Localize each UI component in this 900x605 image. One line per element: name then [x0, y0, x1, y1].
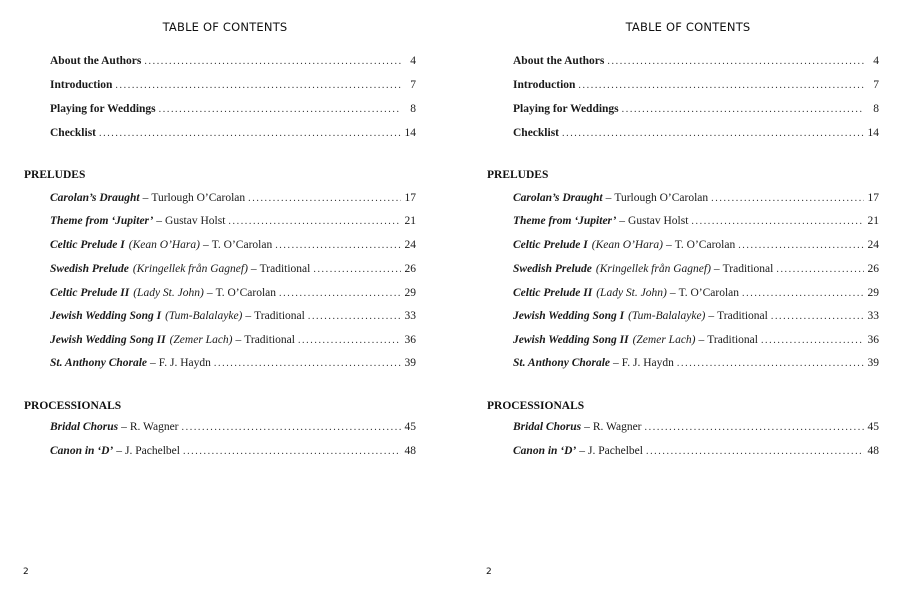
right-page [463, 0, 900, 605]
dot-leader [771, 310, 864, 324]
dot-leader [228, 215, 401, 229]
entry-subtitle: (Kean O’Hara) [591, 239, 663, 251]
toc-entry[interactable] [50, 286, 416, 301]
dot-leader [742, 287, 864, 301]
page-number: 24 [867, 239, 879, 251]
entry-title: Checklist [513, 127, 559, 139]
page-number: 29 [404, 287, 416, 299]
entry-subtitle: (Tum-Balalayke) [165, 310, 243, 322]
page-number: 7 [873, 79, 879, 91]
section-heading-preludes: PRELUDES [487, 169, 549, 181]
page-number: 17 [404, 192, 416, 204]
dot-leader [711, 192, 864, 206]
entry-title: Jewish Wedding Song II [50, 334, 166, 346]
dash: – [613, 357, 619, 369]
toc-entry[interactable] [50, 333, 416, 348]
entry-title: Jewish Wedding Song II [513, 334, 629, 346]
entry-composer: Traditional [707, 334, 758, 346]
dot-leader [645, 421, 864, 435]
dot-leader [275, 239, 401, 253]
toc-entry[interactable] [50, 191, 416, 206]
dash: – [584, 421, 590, 433]
entry-title: Jewish Wedding Song I [513, 310, 625, 322]
entry-title: Jewish Wedding Song I [50, 310, 162, 322]
page-number: 33 [867, 310, 879, 322]
page-number: 48 [867, 445, 879, 457]
toc-entry[interactable] [50, 238, 416, 253]
dot-leader [776, 263, 864, 277]
toc-entry[interactable] [513, 286, 879, 301]
entry-subtitle: (Kean O’Hara) [128, 239, 200, 251]
entry-title: Celtic Prelude I [50, 239, 125, 251]
page-number: 14 [404, 127, 416, 139]
entry-subtitle: (Zemer Lach) [169, 334, 233, 346]
dot-leader [562, 127, 864, 141]
entry-composer: R. Wagner [129, 421, 179, 433]
dot-leader [646, 445, 864, 459]
page-number: 36 [404, 334, 416, 346]
entry-title: Introduction [513, 79, 576, 91]
page-number: 39 [867, 357, 879, 369]
entry-composer: Turlough O’Carolan [151, 192, 246, 204]
entry-title: Canon in ‘D’ [513, 445, 577, 457]
page-number: 8 [873, 103, 879, 115]
dash: – [250, 263, 257, 275]
entry-title: Swedish Prelude [50, 263, 129, 275]
toc-entry[interactable] [50, 102, 416, 117]
page-number: 17 [867, 192, 879, 204]
entry-composer: Gustav Holst [165, 215, 226, 227]
dash: – [619, 215, 626, 227]
page-number: 48 [404, 445, 416, 457]
dot-leader [298, 334, 401, 348]
dash: – [669, 287, 676, 299]
entry-title: Celtic Prelude I [513, 239, 588, 251]
dot-leader [144, 55, 401, 69]
dash: – [142, 192, 149, 204]
toc-entry[interactable] [513, 214, 879, 229]
dot-leader [622, 103, 864, 117]
toc-title: TABLE OF CONTENTS [162, 20, 288, 34]
dash: – [708, 310, 715, 322]
entry-composer: Turlough O’Carolan [614, 192, 709, 204]
dot-leader [279, 287, 401, 301]
dot-leader [99, 127, 401, 141]
entry-subtitle: (Kringellek från Gagnef) [132, 263, 248, 275]
dot-leader [183, 445, 401, 459]
entry-title: Playing for Weddings [513, 103, 619, 115]
page-number: 26 [404, 263, 416, 275]
toc-entry[interactable] [50, 309, 416, 324]
dash: – [202, 239, 209, 251]
section-heading-processionals: PROCESSIONALS [487, 400, 585, 412]
dash: – [235, 334, 242, 346]
entry-subtitle: (Tum-Balalayke) [628, 310, 706, 322]
page-number: 24 [404, 239, 416, 251]
page-folio: 2 [486, 567, 492, 577]
entry-title: St. Anthony Chorale [513, 357, 611, 369]
dash: – [206, 287, 213, 299]
page-number: 26 [867, 263, 879, 275]
toc-entry[interactable] [50, 54, 416, 69]
page-number: 36 [867, 334, 879, 346]
entry-composer: T. O’Carolan [215, 287, 277, 299]
toc-entry[interactable] [50, 126, 416, 141]
toc-entry[interactable] [513, 309, 879, 324]
page-number: 7 [410, 79, 416, 91]
toc-entry[interactable] [513, 356, 879, 371]
dot-leader [691, 215, 864, 229]
entry-title: Theme from ‘Jupiter’ [513, 215, 617, 227]
dot-leader [677, 357, 864, 371]
page-number: 29 [867, 287, 879, 299]
dot-leader [115, 79, 401, 93]
dash: – [698, 334, 705, 346]
page-number: 21 [867, 215, 879, 227]
page-folio: 2 [23, 567, 29, 577]
page-number: 45 [867, 421, 879, 433]
dot-leader [214, 357, 401, 371]
entry-composer: Gustav Holst [628, 215, 689, 227]
entry-subtitle: (Zemer Lach) [632, 334, 696, 346]
entry-title: About the Authors [50, 55, 142, 67]
dot-leader [159, 103, 401, 117]
entry-title: Celtic Prelude II [513, 287, 593, 299]
entry-title: Introduction [50, 79, 113, 91]
dash: – [245, 310, 252, 322]
toc-entry[interactable] [50, 78, 416, 93]
entry-composer: Traditional [244, 334, 295, 346]
toc-title: TABLE OF CONTENTS [625, 20, 751, 34]
dash: – [121, 421, 127, 433]
dot-leader [578, 79, 864, 93]
entry-title: Theme from ‘Jupiter’ [50, 215, 154, 227]
entry-title: St. Anthony Chorale [50, 357, 148, 369]
toc-entry[interactable] [50, 420, 416, 435]
entry-composer: F. J. Haydn [621, 357, 674, 369]
entry-subtitle: (Lady St. John) [133, 287, 204, 299]
entry-title: Checklist [50, 127, 96, 139]
page-number: 33 [404, 310, 416, 322]
toc-entry[interactable] [513, 238, 879, 253]
page-number: 4 [410, 55, 416, 67]
toc-entry[interactable] [513, 262, 879, 277]
toc-entry[interactable] [50, 214, 416, 229]
dash: – [713, 263, 720, 275]
toc-entry[interactable] [513, 333, 879, 348]
toc-entry[interactable] [513, 54, 879, 69]
dot-leader [738, 239, 864, 253]
toc-entry[interactable] [513, 191, 879, 206]
entry-composer: T. O’Carolan [674, 239, 736, 251]
page-number: 4 [873, 55, 879, 67]
entry-composer: J. Pachelbel [125, 445, 180, 457]
entry-subtitle: (Lady St. John) [596, 287, 667, 299]
entry-title: Carolan’s Draught [50, 192, 140, 204]
dash: – [579, 445, 586, 457]
toc-entry[interactable] [50, 444, 416, 459]
toc-entry[interactable] [50, 262, 416, 277]
page-number: 8 [410, 103, 416, 115]
dash: – [150, 357, 156, 369]
toc-entry[interactable] [50, 356, 416, 371]
toc-entry[interactable] [513, 102, 879, 117]
entry-title: Playing for Weddings [50, 103, 156, 115]
dot-leader [182, 421, 401, 435]
toc-entry[interactable] [513, 126, 879, 141]
page-number: 21 [404, 215, 416, 227]
entry-composer: R. Wagner [592, 421, 642, 433]
entry-composer: F. J. Haydn [158, 357, 211, 369]
entry-subtitle: (Kringellek från Gagnef) [595, 263, 711, 275]
entry-title: Swedish Prelude [513, 263, 592, 275]
entry-composer: Traditional [254, 310, 305, 322]
page-number: 14 [867, 127, 879, 139]
toc-entry[interactable] [513, 78, 879, 93]
dash: – [116, 445, 123, 457]
entry-title: Carolan’s Draught [513, 192, 603, 204]
section-heading-processionals: PROCESSIONALS [24, 400, 122, 412]
entry-composer: Traditional [717, 310, 768, 322]
entry-title: About the Authors [513, 55, 605, 67]
dash: – [665, 239, 672, 251]
section-heading-preludes: PRELUDES [24, 169, 86, 181]
dash: – [156, 215, 163, 227]
entry-title: Canon in ‘D’ [50, 445, 114, 457]
entry-title: Celtic Prelude II [50, 287, 130, 299]
dot-leader [308, 310, 401, 324]
entry-title: Bridal Chorus [513, 421, 582, 433]
dash: – [605, 192, 612, 204]
entry-composer: T. O’Carolan [211, 239, 273, 251]
dot-leader [761, 334, 864, 348]
toc-entry[interactable] [513, 420, 879, 435]
dot-leader [313, 263, 401, 277]
dot-leader [248, 192, 401, 206]
page-number: 39 [404, 357, 416, 369]
entry-composer: Traditional [722, 263, 774, 275]
entry-composer: T. O’Carolan [678, 287, 740, 299]
page-number: 45 [404, 421, 416, 433]
dot-leader [607, 55, 864, 69]
toc-entry[interactable] [513, 444, 879, 459]
entry-composer: J. Pachelbel [588, 445, 643, 457]
entry-title: Bridal Chorus [50, 421, 119, 433]
entry-composer: Traditional [259, 263, 311, 275]
